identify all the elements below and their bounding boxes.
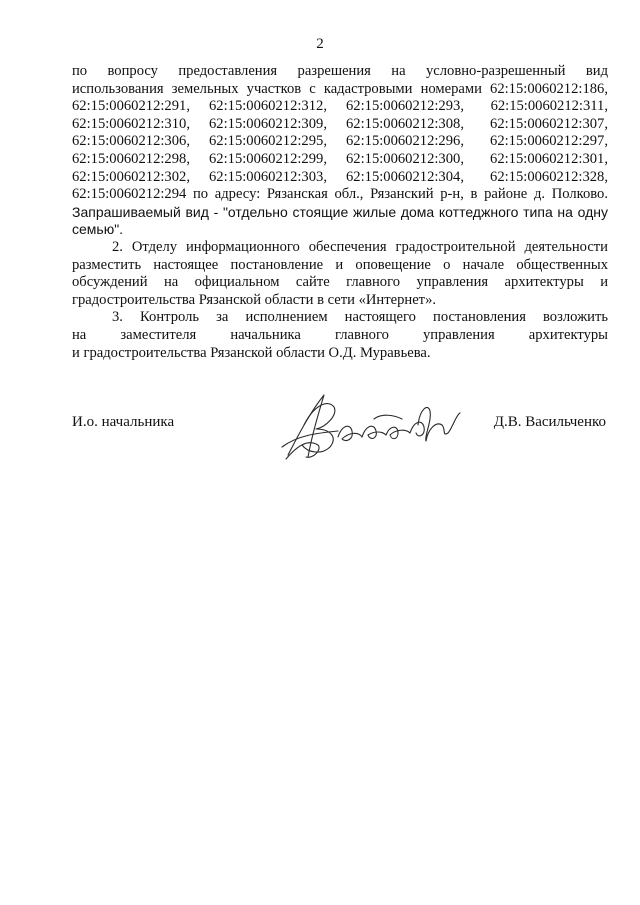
cadastral-number: 62:15:0060212:293, bbox=[346, 98, 464, 115]
cadastral-number: 62:15:0060212:297, bbox=[490, 133, 608, 150]
signatory-title: И.о. начальника bbox=[72, 414, 175, 430]
paragraph-3-line-2: на заместителя начальника главного управления архитектуры bbox=[72, 326, 608, 343]
cadastral-number: 62:15:0060212:302, bbox=[72, 168, 190, 185]
cadastral-number: 62:15:0060212:307, bbox=[490, 115, 608, 132]
handwritten-signature bbox=[278, 385, 468, 465]
cadastral-number: 62:15:0060212:312, bbox=[209, 98, 327, 115]
address-line: 62:15:0060212:294 по адресу: Рязанская обл., Рязанский р-н, в районе д. Полково. bbox=[72, 186, 608, 203]
document-body bbox=[72, 63, 608, 362]
cadastral-number: 62:15:0060212:301, bbox=[490, 150, 608, 167]
paragraph-2: 2. Отделу информационного обеспечения градостроительной деятельности разместить настоящее постановление и оповещение о начале общественных обсуждений на официальном сайте главного управления архитектуры и градостроительства Рязанской области в сети «Интернет». bbox=[72, 238, 608, 308]
cadastral-number: 62:15:0060212:310, bbox=[72, 115, 190, 132]
paragraph-3-line-3: и градостроительства Рязанской области О.Д. Муравьева. bbox=[72, 344, 431, 361]
paragraph-1-line-1: по вопросу предоставления разрешения на условно-разрешенный вид bbox=[72, 63, 608, 79]
page-number: 2 bbox=[316, 36, 324, 52]
cadastral-number: 62:15:0060212:306, bbox=[72, 133, 190, 150]
cadastral-number: 62:15:0060212:291, bbox=[72, 98, 190, 115]
cadastral-number: 62:15:0060212:303, bbox=[209, 168, 327, 185]
cadastral-number: 62:15:0060212:309, bbox=[209, 115, 327, 132]
cadastral-number: 62:15:0060212:298, bbox=[72, 150, 190, 167]
cadastral-number: 62:15:0060212:308, bbox=[346, 115, 464, 132]
paragraph-1-line-2: использования земельных участков с кадастровыми номерами 62:15:0060212:186, bbox=[72, 80, 608, 97]
cadastral-number: 62:15:0060212:300, bbox=[346, 150, 464, 167]
cadastral-number: 62:15:0060212:296, bbox=[346, 133, 464, 150]
requested-use-text: Запрашиваемый вид - "отдельно стоящие жилые дома коттеджного типа на одну семью". bbox=[72, 203, 608, 238]
cadastral-number: 62:15:0060212:295, bbox=[209, 133, 327, 150]
cadastral-number: 62:15:0060212:328, bbox=[490, 168, 608, 185]
signatory-name: Д.В. Васильченко bbox=[493, 414, 606, 430]
cadastral-number: 62:15:0060212:299, bbox=[209, 150, 327, 167]
cadastral-number: 62:15:0060212:311, bbox=[490, 98, 608, 115]
cadastral-number-list bbox=[72, 98, 608, 186]
paragraph-3-line-1: 3. Контроль за исполнением настоящего постановления возложить bbox=[112, 309, 608, 326]
cadastral-number: 62:15:0060212:304, bbox=[346, 168, 464, 185]
